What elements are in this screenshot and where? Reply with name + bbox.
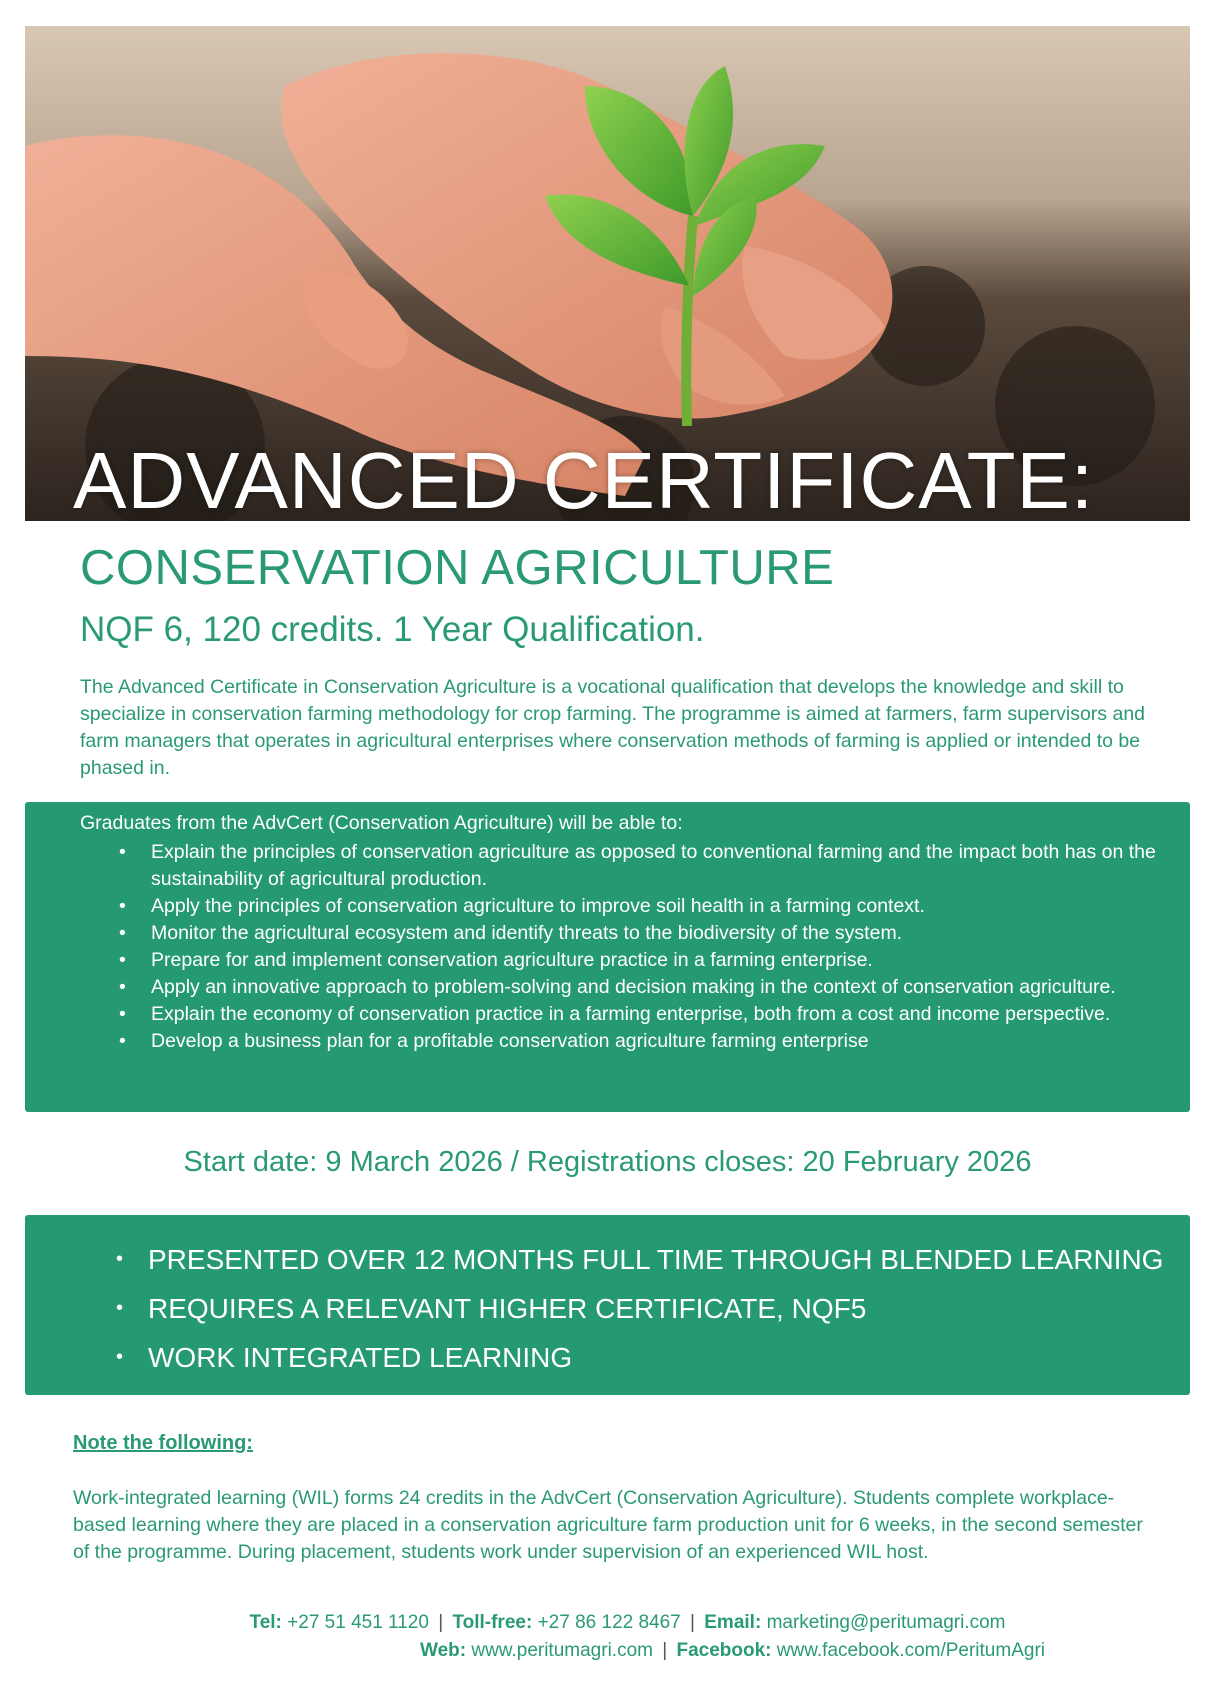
list-item: • Apply the principles of conservation agriculture to improve soil health in a farming context.: [80, 893, 1190, 920]
outcomes-lead: Graduates from the AdvCert (Conservation Agriculture) will be able to:: [80, 812, 683, 834]
facebook-link[interactable]: www.facebook.com/PeritumAgri: [776, 1640, 1045, 1661]
list-item: • Develop a business plan for a profitable conservation agriculture farming enterprise: [80, 1028, 1190, 1055]
web-link[interactable]: www.peritumagri.com: [471, 1640, 653, 1661]
note-body: Work-integrated learning (WIL) forms 24 credits in the AdvCert (Conservation Agriculture). Students complete workplace-based learning where they are placed in a conservation agriculture farm production unit for 6 weeks, in the second semester of the programme. During placement, students work under supervision of an experienced WIL host.: [73, 1487, 1143, 1563]
note-heading: Note the following:: [73, 1432, 253, 1454]
email-link[interactable]: marketing@peritumagri.com: [766, 1612, 1006, 1633]
email-label: Email:: [704, 1612, 762, 1633]
contact-line-1: [0, 1612, 1215, 1634]
list-item: • REQUIRES A RELEVANT HIGHER CERTIFICATE, NQF5: [80, 1284, 1163, 1333]
tollfree-link[interactable]: +27 86 122 8467: [537, 1612, 681, 1633]
facebook-label: Facebook:: [676, 1640, 772, 1661]
tollfree-label: Toll-free:: [452, 1612, 533, 1633]
program-title: CONSERVATION AGRICULTURE: [80, 541, 835, 595]
tel-label: Tel:: [249, 1612, 282, 1633]
list-item: • Explain the principles of conservation agriculture as opposed to conventional farming and the impact both has on the sustainability of agricultural production.: [80, 839, 1190, 893]
outcomes-list: [80, 839, 1190, 1055]
separator: |: [438, 1612, 444, 1633]
list-item: • Monitor the agricultural ecosystem and identify threats to the biodiversity of the system.: [80, 920, 1190, 947]
list-item: • Explain the economy of conservation practice in a farming enterprise, both from a cost and income perspective.: [80, 1001, 1190, 1028]
list-item: • Prepare for and implement conservation agriculture practice in a farming enterprise.: [80, 947, 1190, 974]
outcomes-panel: [25, 802, 1190, 1112]
list-item: • Apply an innovative approach to problem-solving and decision making in the context of conservation agriculture.: [80, 974, 1190, 1001]
features-panel: [25, 1215, 1190, 1395]
list-item: • WORK INTEGRATED LEARNING: [80, 1333, 1163, 1382]
hero-image: [25, 26, 1190, 521]
start-registration-dates: Start date: 9 March 2026 / Registrations closes: 20 February 2026: [183, 1146, 1032, 1178]
separator: |: [662, 1640, 668, 1661]
contact-line-2: [0, 1640, 1215, 1662]
program-details: NQF 6, 120 credits. 1 Year Qualification.: [80, 610, 705, 649]
intro-paragraph: The Advanced Certificate in Conservation Agriculture is a vocational qualification that develops the knowledge and skill to specialize in conservation farming methodology for crop farming. The programme is aimed at farmers, farm supervisors and farm managers that operates in agricultural enterprises where conservation methods of farming is applied or intended to be phased in.: [80, 676, 1146, 779]
features-list: [80, 1235, 1163, 1382]
web-label: Web:: [419, 1640, 467, 1661]
separator: |: [690, 1612, 695, 1633]
list-item: • PRESENTED OVER 12 MONTHS FULL TIME THROUGH BLENDED LEARNING: [80, 1235, 1163, 1284]
tel-link[interactable]: +27 51 451 1120: [287, 1612, 429, 1633]
hero-title: ADVANCED CERTIFICATE:: [73, 436, 1095, 521]
